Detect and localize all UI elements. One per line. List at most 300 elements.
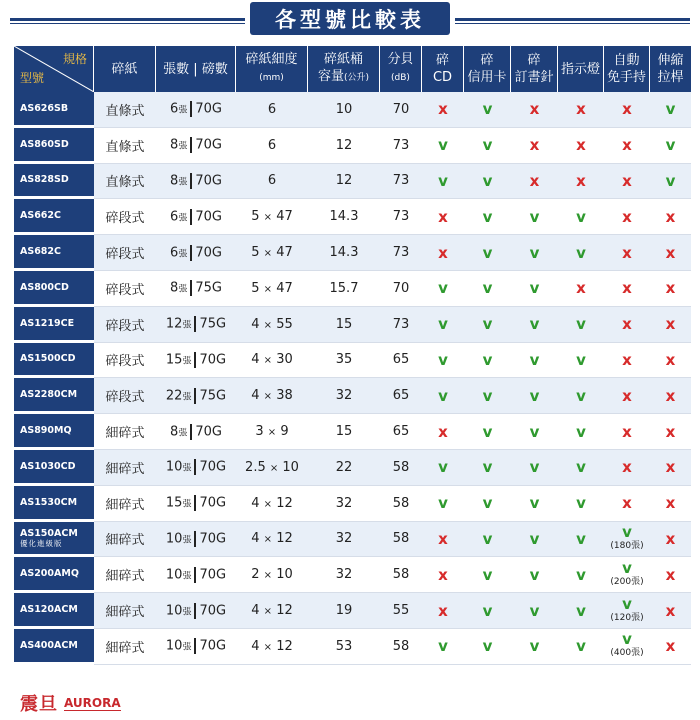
check-mark-icon: v [576,243,586,262]
check-mark-icon: v [576,601,586,620]
card-cell [464,199,511,235]
check-mark-icon: v [576,315,586,334]
drawer-cell [650,92,691,128]
check-mark-icon: v [482,100,493,119]
cd-cell [422,414,464,450]
check-mark-icon: v [576,565,586,584]
model-cell: AS400ACM [14,629,94,665]
shred-type-cell: 碎段式 [94,378,156,414]
cd-cell [422,343,464,379]
cd-cell [422,378,464,414]
light-cell [558,629,604,665]
db-cell: 65 [380,343,422,379]
size-cell: 3 × 9 [236,414,308,450]
shred-type-cell: 細碎式 [94,522,156,558]
sheets-weight-cell: 8張 70G [156,128,236,164]
header-light: 指示燈 [558,46,604,92]
check-mark-icon: v [529,529,540,548]
brand-chinese: 震旦 [20,694,58,715]
header-size: 碎紙細度 (mm) [236,46,308,92]
title-rule-right-thin [455,23,690,24]
drawer-cell [650,235,691,271]
divider [194,352,196,368]
cross-mark-icon: x [665,529,676,548]
drawer-cell [650,557,691,593]
sheets-weight-cell: 8張 70G [156,164,236,200]
sheets-weight-cell: 8張 75G [156,271,236,307]
db-cell: 58 [380,557,422,593]
cross-mark-icon: x [665,243,676,262]
cd-cell [422,235,464,271]
bin-cell: 32 [308,378,380,414]
cross-mark-icon: x [438,529,448,548]
table-body [14,92,691,665]
drawer-cell [650,629,691,665]
auto-cell [604,557,650,593]
cross-mark-icon: x [576,171,586,190]
light-cell [558,450,604,486]
drawer-cell [650,522,691,558]
staple-cell [511,235,558,271]
check-mark-icon: v [576,458,586,477]
divider [190,280,192,296]
auto-cell [604,414,650,450]
model-cell: AS200AMQ [14,557,94,593]
check-mark-icon: v [529,565,540,584]
check-mark-icon: v [438,171,448,190]
cross-mark-icon: x [576,136,586,155]
check-mark-icon: v [482,279,493,298]
staple-cell [511,271,558,307]
check-mark-icon: v [482,243,493,262]
cd-cell [422,271,464,307]
cross-mark-icon: x [665,565,676,584]
cd-cell [422,557,464,593]
table-row [14,414,691,450]
table-row [14,522,691,558]
auto-cell [604,199,650,235]
sheets-weight-cell: 12張 75G [156,307,236,343]
auto-cell [604,486,650,522]
light-cell [558,343,604,379]
table-row [14,307,691,343]
auto-capacity: (180張) [610,540,644,551]
sheets-weight-cell: 10張 70G [156,557,236,593]
cross-mark-icon: x [622,422,632,441]
cd-cell [422,199,464,235]
drawer-cell [650,378,691,414]
light-cell [558,557,604,593]
auto-cell [604,343,650,379]
corner-model-label: 型號 [20,71,45,85]
light-cell [558,92,604,128]
light-cell [558,128,604,164]
check-mark-icon: v [482,386,493,405]
staple-cell [511,164,558,200]
shred-type-cell: 碎段式 [94,307,156,343]
light-cell [558,378,604,414]
sheets-weight-cell: 8張 70G [156,414,236,450]
table-row [14,343,691,379]
sheets-weight-cell: 15張 70G [156,343,236,379]
cd-cell [422,450,464,486]
check-mark-icon: v [622,558,632,577]
bin-cell: 12 [308,164,380,200]
divider [194,316,196,332]
model-cell: AS1530CM [14,486,94,522]
card-cell [464,235,511,271]
bin-cell: 15 [308,414,380,450]
brand-logo [20,690,121,716]
size-cell: 2.5 × 10 [236,450,308,486]
card-cell [464,271,511,307]
shred-type-cell: 細碎式 [94,629,156,665]
staple-cell [511,199,558,235]
cross-mark-icon: x [438,565,448,584]
header-bin: 碎紙桶 容量(公升) [308,46,380,92]
card-cell [464,414,511,450]
check-mark-icon: v [529,243,540,262]
check-mark-icon: v [438,458,448,477]
check-mark-icon: v [529,422,540,441]
light-cell [558,593,604,629]
check-mark-icon: v [529,279,540,298]
sheets-weight-cell: 10張 70G [156,522,236,558]
bin-cell: 53 [308,629,380,665]
cross-mark-icon: x [665,386,676,405]
staple-cell [511,128,558,164]
staple-cell [511,522,558,558]
auto-cell [604,307,650,343]
light-cell [558,414,604,450]
staple-cell [511,557,558,593]
card-cell [464,522,511,558]
cross-mark-icon: x [622,100,632,119]
light-cell [558,486,604,522]
model-cell: AS662C [14,199,94,235]
check-mark-icon: v [482,494,493,513]
sheets-weight-cell: 10張 70G [156,629,236,665]
cross-mark-icon: x [622,458,632,477]
cross-mark-icon: x [529,171,540,190]
cross-mark-icon: x [438,601,448,620]
check-mark-icon: v [438,136,448,155]
db-cell: 73 [380,199,422,235]
check-mark-icon: v [482,422,493,441]
card-cell [464,164,511,200]
check-mark-icon: v [576,494,586,513]
check-mark-icon: v [438,279,448,298]
cross-mark-icon: x [438,207,448,226]
staple-cell [511,378,558,414]
size-cell: 4 × 30 [236,343,308,379]
cross-mark-icon: x [622,386,632,405]
model-cell: AS1030CD [14,450,94,486]
check-mark-icon: v [529,601,540,620]
shred-type-cell: 碎段式 [94,199,156,235]
card-cell [464,450,511,486]
shred-type-cell: 細碎式 [94,557,156,593]
auto-capacity: (120張) [610,612,644,623]
light-cell [558,271,604,307]
shred-type-cell: 碎段式 [94,343,156,379]
db-cell: 58 [380,629,422,665]
cross-mark-icon: x [622,494,632,513]
size-cell: 4 × 55 [236,307,308,343]
cross-mark-icon: x [665,494,676,513]
check-mark-icon: v [482,315,493,334]
size-cell: 5 × 47 [236,235,308,271]
cd-cell [422,629,464,665]
check-mark-icon: v [622,630,632,649]
divider [194,603,196,619]
cross-mark-icon: x [665,315,676,334]
sheets-weight-cell: 10張 70G [156,593,236,629]
page-title: 各型號比較表 [250,2,450,35]
db-cell: 58 [380,450,422,486]
table-row [14,199,691,235]
card-cell [464,128,511,164]
model-cell: AS120ACM [14,593,94,629]
db-cell: 65 [380,414,422,450]
bin-cell: 35 [308,343,380,379]
auto-cell [604,522,650,558]
cross-mark-icon: x [622,136,632,155]
cross-mark-icon: x [622,315,632,334]
bin-cell: 19 [308,593,380,629]
auto-cell [604,271,650,307]
header-sheets: 張數 [163,61,190,77]
card-cell [464,343,511,379]
db-cell: 70 [380,271,422,307]
model-cell: AS1219CE [14,307,94,343]
shred-type-cell: 直條式 [94,128,156,164]
title-bar [0,0,700,40]
auto-cell [604,450,650,486]
card-cell [464,92,511,128]
light-cell [558,307,604,343]
title-rule-right [455,18,690,21]
divider [190,245,192,261]
size-cell: 5 × 47 [236,271,308,307]
bin-cell: 15 [308,307,380,343]
check-mark-icon: v [482,207,493,226]
divider [190,424,192,440]
sheets-weight-cell: 22張 75G [156,378,236,414]
cross-mark-icon: x [665,458,676,477]
cross-mark-icon: x [665,637,676,656]
cross-mark-icon: x [576,279,586,298]
shred-type-cell: 直條式 [94,164,156,200]
sheets-weight-cell: 6張 70G [156,199,236,235]
check-mark-icon: v [529,386,540,405]
size-cell: 6 [236,164,308,200]
header-shred: 碎紙 [94,46,156,92]
card-cell [464,593,511,629]
cd-cell [422,307,464,343]
bin-cell: 32 [308,486,380,522]
brand-english: AURORA [64,695,121,710]
bin-cell: 22 [308,450,380,486]
size-cell: 2 × 10 [236,557,308,593]
db-cell: 55 [380,593,422,629]
divider [194,495,196,511]
staple-cell [511,450,558,486]
table-row [14,235,691,271]
size-cell: 4 × 38 [236,378,308,414]
auto-cell [604,378,650,414]
check-mark-icon: v [665,100,676,119]
divider [190,173,192,189]
cross-mark-icon: x [438,243,448,262]
divider [194,638,196,654]
cross-mark-icon: x [622,207,632,226]
table-row [14,271,691,307]
drawer-cell [650,128,691,164]
table-row [14,557,691,593]
sheets-weight-cell: 10張 70G [156,450,236,486]
db-cell: 65 [380,378,422,414]
bin-cell: 32 [308,557,380,593]
auto-cell [604,235,650,271]
drawer-cell [650,593,691,629]
auto-cell [604,128,650,164]
check-mark-icon: v [482,136,493,155]
model-cell: AS890MQ [14,414,94,450]
check-mark-icon: v [482,601,493,620]
model-cell: AS860SD [14,128,94,164]
model-cell: AS2280CM [14,378,94,414]
table-row [14,92,691,128]
cross-mark-icon: x [622,279,632,298]
auto-cell [604,92,650,128]
cd-cell [422,593,464,629]
shred-type-cell: 細碎式 [94,486,156,522]
check-mark-icon: v [576,529,586,548]
check-mark-icon: v [482,458,493,477]
bin-cell: 14.3 [308,199,380,235]
db-cell: 58 [380,486,422,522]
size-cell: 6 [236,92,308,128]
check-mark-icon: v [529,350,540,369]
drawer-cell [650,450,691,486]
check-mark-icon: v [438,350,448,369]
bin-cell: 14.3 [308,235,380,271]
check-mark-icon: v [482,529,493,548]
check-mark-icon: v [529,458,540,477]
size-cell: 4 × 12 [236,629,308,665]
cd-cell [422,128,464,164]
check-mark-icon: v [529,637,540,656]
model-cell: AS828SD [14,164,94,200]
table-row [14,164,691,200]
cross-mark-icon: x [438,100,448,119]
cd-cell [422,92,464,128]
model-cell: AS1500CD [14,343,94,379]
cross-mark-icon: x [622,243,632,262]
sheets-weight-cell: 15張 70G [156,486,236,522]
divider [190,137,192,153]
staple-cell [511,486,558,522]
header-cd: 碎 CD [422,46,464,92]
header-corner [14,46,94,92]
header-drawer: 伸縮 拉桿 [650,46,691,92]
drawer-cell [650,164,691,200]
light-cell [558,164,604,200]
cross-mark-icon: x [529,100,540,119]
cross-mark-icon: x [529,136,540,155]
cd-cell [422,164,464,200]
staple-cell [511,414,558,450]
bin-cell: 32 [308,522,380,558]
light-cell [558,235,604,271]
auto-capacity: (400張) [610,648,644,659]
card-cell [464,557,511,593]
db-cell: 73 [380,128,422,164]
bin-cell: 15.7 [308,271,380,307]
check-mark-icon: v [529,315,540,334]
size-cell: 5 × 47 [236,199,308,235]
divider [194,459,196,475]
check-mark-icon: v [438,637,448,656]
check-mark-icon: v [622,522,632,541]
light-cell [558,522,604,558]
check-mark-icon: v [665,136,676,155]
shred-type-cell: 細碎式 [94,414,156,450]
model-cell: AS150ACM 優化進級版 [14,522,94,558]
divider [194,388,196,404]
cross-mark-icon: x [438,422,448,441]
check-mark-icon: v [482,350,493,369]
cross-mark-icon: x [665,207,676,226]
drawer-cell [650,343,691,379]
header-auto: 自動 免手持 [604,46,650,92]
check-mark-icon: v [576,350,586,369]
sheets-weight-cell: 6張 70G [156,92,236,128]
check-mark-icon: v [529,494,540,513]
table-row [14,450,691,486]
drawer-cell [650,414,691,450]
staple-cell [511,629,558,665]
table-row [14,629,691,665]
db-cell: 73 [380,307,422,343]
cross-mark-icon: x [665,601,676,620]
auto-capacity: (200張) [610,576,644,587]
db-cell: 73 [380,164,422,200]
check-mark-icon: v [576,422,586,441]
table-row [14,128,691,164]
model-cell: AS626SB [14,92,94,128]
header-staple: 碎 訂書針 [511,46,558,92]
title-rule-left [10,18,245,21]
drawer-cell [650,271,691,307]
header-weight: 磅數 [201,61,228,77]
check-mark-icon: v [482,171,493,190]
shred-type-cell: 細碎式 [94,593,156,629]
header-card: 碎 信用卡 [464,46,511,92]
corner-spec-label: 規格 [62,52,87,66]
size-cell: 4 × 12 [236,593,308,629]
cross-mark-icon: x [665,422,676,441]
db-cell: 70 [380,92,422,128]
check-mark-icon: v [576,386,586,405]
shred-type-cell: 碎段式 [94,271,156,307]
check-mark-icon: v [438,386,448,405]
drawer-cell [650,486,691,522]
check-mark-icon: v [622,594,632,613]
staple-cell [511,343,558,379]
cross-mark-icon: x [576,100,586,119]
